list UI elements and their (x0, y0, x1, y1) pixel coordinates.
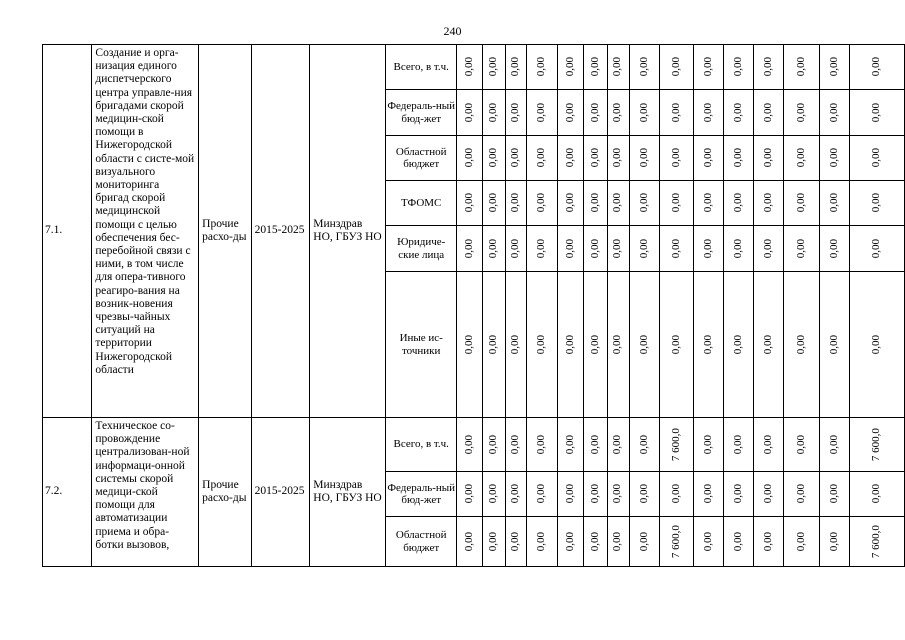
value-text: 0,00 (762, 238, 775, 259)
value-text: 0,00 (794, 531, 807, 552)
value-text: 0,00 (509, 148, 522, 168)
value-text: 7 600,0 (669, 524, 682, 558)
value-text: 0,00 (462, 57, 475, 77)
value-text: 0,00 (563, 148, 576, 168)
value-text: 0,00 (563, 193, 576, 213)
budget-table (42, 44, 905, 567)
value-cell (526, 181, 557, 226)
value-cell (693, 272, 723, 418)
value-cell (526, 226, 557, 272)
value-cell (784, 45, 819, 90)
value-text: 0,00 (732, 148, 745, 168)
value-cell (753, 136, 783, 181)
value-cell (753, 472, 783, 517)
value-text: 0,00 (702, 57, 715, 77)
funding-source-label: Федераль-ный бюд-жет (386, 472, 457, 517)
value-text: 0,00 (563, 238, 576, 259)
value-text: 0,00 (827, 531, 840, 552)
value-text: 0,00 (535, 484, 548, 504)
value-cell (753, 272, 783, 418)
value-cell (784, 418, 819, 472)
value-text: 0,00 (487, 102, 500, 123)
value-text: 0,00 (870, 148, 883, 168)
value-text: 0,00 (535, 531, 548, 552)
value-cell (659, 181, 693, 226)
value-text: 0,00 (702, 148, 715, 168)
value-text: 0,00 (462, 531, 475, 552)
value-cell (607, 45, 629, 90)
value-text: 0,00 (462, 193, 475, 213)
value-cell (819, 472, 849, 517)
value-text: 0,00 (870, 334, 883, 355)
value-text: 0,00 (563, 531, 576, 552)
value-text: 0,00 (487, 434, 500, 455)
value-text: 0,00 (462, 238, 475, 259)
value-text: 0,00 (732, 238, 745, 259)
value-text: 7 600,0 (669, 427, 682, 461)
value-text: 0,00 (509, 434, 522, 455)
value-text: 0,00 (702, 434, 715, 455)
value-cell (784, 226, 819, 272)
value-text: 0,00 (487, 57, 500, 77)
value-cell (693, 45, 723, 90)
value-cell (629, 272, 659, 418)
value-text: 0,00 (611, 484, 624, 504)
value-cell (505, 136, 526, 181)
value-cell (784, 272, 819, 418)
value-cell (607, 90, 629, 136)
value-text: 0,00 (509, 193, 522, 213)
funding-source-label: Федераль-ный бюд-жет (386, 90, 457, 136)
value-cell (505, 472, 526, 517)
funding-source-label: Всего, в т.ч. (386, 45, 457, 90)
value-text: 0,00 (669, 238, 682, 259)
value-cell (583, 136, 607, 181)
value-cell (753, 45, 783, 90)
value-cell (849, 517, 904, 567)
value-text: 0,00 (535, 148, 548, 168)
value-text: 0,00 (637, 434, 650, 455)
value-cell (558, 226, 584, 272)
value-cell (583, 517, 607, 567)
value-text: 0,00 (637, 193, 650, 213)
value-text: 0,00 (509, 484, 522, 504)
value-text: 0,00 (637, 57, 650, 77)
value-cell (849, 45, 904, 90)
value-text: 0,00 (762, 484, 775, 504)
value-text: 0,00 (535, 434, 548, 455)
value-cell (753, 226, 783, 272)
value-text: 0,00 (487, 148, 500, 168)
value-text: 0,00 (588, 484, 601, 504)
value-cell (849, 181, 904, 226)
value-cell (526, 418, 557, 472)
value-text: 0,00 (535, 57, 548, 77)
value-cell (784, 517, 819, 567)
value-cell (607, 517, 629, 567)
value-cell (457, 272, 483, 418)
value-cell (819, 45, 849, 90)
value-text: 0,00 (611, 148, 624, 168)
value-text: 0,00 (462, 148, 475, 168)
value-text: 0,00 (669, 148, 682, 168)
value-text: 0,00 (669, 102, 682, 123)
value-cell (583, 418, 607, 472)
value-text: 0,00 (762, 148, 775, 168)
value-text: 0,00 (702, 102, 715, 123)
value-cell (526, 517, 557, 567)
value-text: 0,00 (588, 334, 601, 355)
value-cell (753, 90, 783, 136)
value-cell (849, 136, 904, 181)
value-text: 0,00 (794, 334, 807, 355)
value-text: 0,00 (462, 334, 475, 355)
value-text: 0,00 (462, 484, 475, 504)
value-text: 0,00 (762, 434, 775, 455)
value-cell (784, 472, 819, 517)
value-cell (659, 517, 693, 567)
value-text: 0,00 (611, 334, 624, 355)
value-cell (558, 181, 584, 226)
value-cell (629, 418, 659, 472)
funding-source-label: Юридиче-ские лица (386, 226, 457, 272)
value-text: 0,00 (794, 238, 807, 259)
value-text: 0,00 (611, 57, 624, 77)
value-text: 0,00 (794, 57, 807, 77)
value-text: 0,00 (762, 102, 775, 123)
value-cell (784, 181, 819, 226)
value-cell (753, 418, 783, 472)
value-cell (482, 517, 505, 567)
value-cell (693, 226, 723, 272)
value-cell (724, 517, 753, 567)
value-text: 0,00 (827, 238, 840, 259)
value-text: 0,00 (669, 193, 682, 213)
value-cell (583, 90, 607, 136)
value-cell (607, 136, 629, 181)
value-text: 0,00 (462, 434, 475, 455)
value-text: 0,00 (794, 102, 807, 123)
value-text: 0,00 (487, 238, 500, 259)
value-text: 7 600,0 (870, 427, 883, 461)
value-text: 0,00 (637, 334, 650, 355)
value-cell (849, 90, 904, 136)
value-text: 0,00 (762, 193, 775, 213)
value-cell (558, 136, 584, 181)
value-text: 0,00 (669, 484, 682, 504)
value-cell (607, 181, 629, 226)
value-cell (819, 226, 849, 272)
value-cell (693, 517, 723, 567)
executor: Минздрав НО, ГБУЗ НО (310, 418, 386, 567)
value-cell (505, 45, 526, 90)
value-cell (629, 517, 659, 567)
value-text: 0,00 (732, 193, 745, 213)
value-cell (724, 181, 753, 226)
value-cell (482, 136, 505, 181)
value-text: 0,00 (732, 531, 745, 552)
value-text: 0,00 (462, 102, 475, 123)
value-text: 0,00 (637, 102, 650, 123)
row-description: Техническое со-провождение централизован-ной информаци-онной системы скорой медици-ской помощи для автоматизации приема и обра-ботки вызовов, (92, 418, 199, 567)
value-cell (526, 136, 557, 181)
value-cell (558, 272, 584, 418)
value-text: 0,00 (611, 238, 624, 259)
value-cell (659, 226, 693, 272)
value-cell (457, 418, 483, 472)
value-cell (659, 418, 693, 472)
value-cell (526, 45, 557, 90)
value-text: 0,00 (827, 334, 840, 355)
value-cell (629, 226, 659, 272)
value-text: 0,00 (588, 193, 601, 213)
value-cell (505, 226, 526, 272)
value-text: 0,00 (611, 434, 624, 455)
value-cell (819, 181, 849, 226)
value-cell (659, 136, 693, 181)
value-text: 0,00 (702, 484, 715, 504)
value-text: 0,00 (611, 193, 624, 213)
value-text: 0,00 (588, 57, 601, 77)
value-cell (607, 418, 629, 472)
value-text: 0,00 (611, 102, 624, 123)
value-text: 0,00 (702, 531, 715, 552)
value-cell (849, 472, 904, 517)
value-text: 0,00 (827, 193, 840, 213)
period: 2015-2025 (251, 45, 310, 418)
value-text: 0,00 (732, 334, 745, 355)
value-cell (505, 90, 526, 136)
funding-source-label: Областной бюджет (386, 517, 457, 567)
value-text: 0,00 (762, 531, 775, 552)
value-cell (482, 272, 505, 418)
value-cell (784, 90, 819, 136)
value-text: 0,00 (794, 193, 807, 213)
value-text: 0,00 (563, 484, 576, 504)
executor: Минздрав НО, ГБУЗ НО (310, 45, 386, 418)
value-cell (693, 418, 723, 472)
value-text: 0,00 (702, 238, 715, 259)
value-text: 0,00 (487, 193, 500, 213)
row-description: Создание и орга-низация единого диспетчерского центра управле-ния бригадами скорой медицин-ской помощи в Нижегородской области с систе-мой визуального мониторинга бригад скорой медицинской помощи с целью обеспечения бес-перебойной связи с ними, в том числе для опера-тивного реагиро-вания на возник-новения чрезвы-чайных ситуаций на территории Нижегородской области (92, 45, 199, 418)
value-cell (819, 136, 849, 181)
value-cell (693, 90, 723, 136)
value-text: 0,00 (870, 102, 883, 123)
value-text: 0,00 (487, 484, 500, 504)
value-text: 0,00 (669, 57, 682, 77)
value-text: 0,00 (827, 434, 840, 455)
value-cell (457, 472, 483, 517)
value-cell (526, 272, 557, 418)
value-cell (629, 136, 659, 181)
value-cell (526, 90, 557, 136)
value-cell (482, 181, 505, 226)
value-cell (724, 272, 753, 418)
value-cell (629, 45, 659, 90)
row-number: 7.2. (43, 418, 92, 567)
value-cell (693, 181, 723, 226)
value-cell (457, 45, 483, 90)
value-cell (693, 136, 723, 181)
value-cell (629, 181, 659, 226)
value-text: 7 600,0 (870, 524, 883, 558)
value-text: 0,00 (535, 102, 548, 123)
value-text: 0,00 (563, 434, 576, 455)
value-cell (505, 181, 526, 226)
value-cell (629, 472, 659, 517)
value-text: 0,00 (588, 148, 601, 168)
value-text: 0,00 (637, 148, 650, 168)
value-text: 0,00 (732, 434, 745, 455)
value-cell (724, 226, 753, 272)
value-text: 0,00 (588, 102, 601, 123)
value-text: 0,00 (637, 531, 650, 552)
value-text: 0,00 (588, 238, 601, 259)
value-text: 0,00 (563, 102, 576, 123)
value-text: 0,00 (870, 57, 883, 77)
value-text: 0,00 (870, 238, 883, 259)
value-cell (457, 136, 483, 181)
value-text: 0,00 (487, 531, 500, 552)
funding-source-label: Всего, в т.ч. (386, 418, 457, 472)
value-cell (457, 226, 483, 272)
value-cell (457, 517, 483, 567)
value-cell (849, 226, 904, 272)
value-cell (724, 45, 753, 90)
value-text: 0,00 (588, 434, 601, 455)
value-cell (659, 45, 693, 90)
table-row (43, 45, 905, 90)
value-cell (753, 517, 783, 567)
value-cell (482, 45, 505, 90)
value-text: 0,00 (702, 334, 715, 355)
value-text: 0,00 (509, 238, 522, 259)
value-cell (505, 517, 526, 567)
value-text: 0,00 (762, 57, 775, 77)
page-number: 240 (443, 24, 462, 38)
value-text: 0,00 (794, 484, 807, 504)
value-cell (482, 472, 505, 517)
value-text: 0,00 (732, 484, 745, 504)
period: 2015-2025 (251, 418, 310, 567)
value-text: 0,00 (794, 148, 807, 168)
value-text: 0,00 (827, 102, 840, 123)
value-text: 0,00 (762, 334, 775, 355)
value-cell (526, 472, 557, 517)
value-cell (849, 272, 904, 418)
value-cell (659, 90, 693, 136)
value-cell (819, 272, 849, 418)
value-text: 0,00 (509, 102, 522, 123)
row-number: 7.1. (43, 45, 92, 418)
value-cell (583, 45, 607, 90)
value-text: 0,00 (794, 434, 807, 455)
value-text: 0,00 (535, 334, 548, 355)
value-cell (724, 418, 753, 472)
value-text: 0,00 (611, 531, 624, 552)
value-cell (482, 226, 505, 272)
value-text: 0,00 (535, 193, 548, 213)
value-cell (819, 517, 849, 567)
value-cell (482, 90, 505, 136)
value-cell (558, 472, 584, 517)
funding-source-label: Областной бюджет (386, 136, 457, 181)
value-cell (629, 90, 659, 136)
value-text: 0,00 (509, 57, 522, 77)
value-cell (784, 136, 819, 181)
table-row (43, 418, 905, 472)
expense-type: Прочие расхо-ды (199, 45, 252, 418)
value-cell (607, 472, 629, 517)
value-cell (482, 418, 505, 472)
value-cell (724, 90, 753, 136)
value-cell (558, 517, 584, 567)
value-text: 0,00 (588, 531, 601, 552)
value-cell (558, 45, 584, 90)
value-cell (724, 136, 753, 181)
value-text: 0,00 (702, 193, 715, 213)
value-text: 0,00 (732, 57, 745, 77)
value-cell (457, 181, 483, 226)
value-cell (693, 472, 723, 517)
value-cell (753, 181, 783, 226)
value-cell (583, 226, 607, 272)
value-cell (659, 272, 693, 418)
value-cell (505, 418, 526, 472)
value-cell (724, 472, 753, 517)
value-text: 0,00 (827, 484, 840, 504)
value-cell (505, 272, 526, 418)
value-cell (819, 418, 849, 472)
value-text: 0,00 (563, 334, 576, 355)
value-text: 0,00 (827, 148, 840, 168)
value-cell (607, 272, 629, 418)
value-cell (819, 90, 849, 136)
value-text: 0,00 (732, 102, 745, 123)
value-text: 0,00 (509, 531, 522, 552)
value-cell (607, 226, 629, 272)
expense-type: Прочие расхо-ды (199, 418, 252, 567)
value-text: 0,00 (637, 238, 650, 259)
value-text: 0,00 (487, 334, 500, 355)
value-cell (558, 90, 584, 136)
value-text: 0,00 (669, 334, 682, 355)
value-cell (558, 418, 584, 472)
value-cell (849, 418, 904, 472)
value-text: 0,00 (827, 57, 840, 77)
value-cell (659, 472, 693, 517)
value-cell (583, 272, 607, 418)
value-cell (457, 90, 483, 136)
value-text: 0,00 (509, 334, 522, 355)
value-text: 0,00 (637, 484, 650, 504)
value-cell (583, 472, 607, 517)
funding-source-label: ТФОМС (386, 181, 457, 226)
value-text: 0,00 (535, 238, 548, 259)
value-text: 0,00 (870, 484, 883, 504)
value-cell (583, 181, 607, 226)
funding-source-label: Иные ис-точники (386, 272, 457, 418)
value-text: 0,00 (870, 193, 883, 213)
value-text: 0,00 (563, 57, 576, 77)
